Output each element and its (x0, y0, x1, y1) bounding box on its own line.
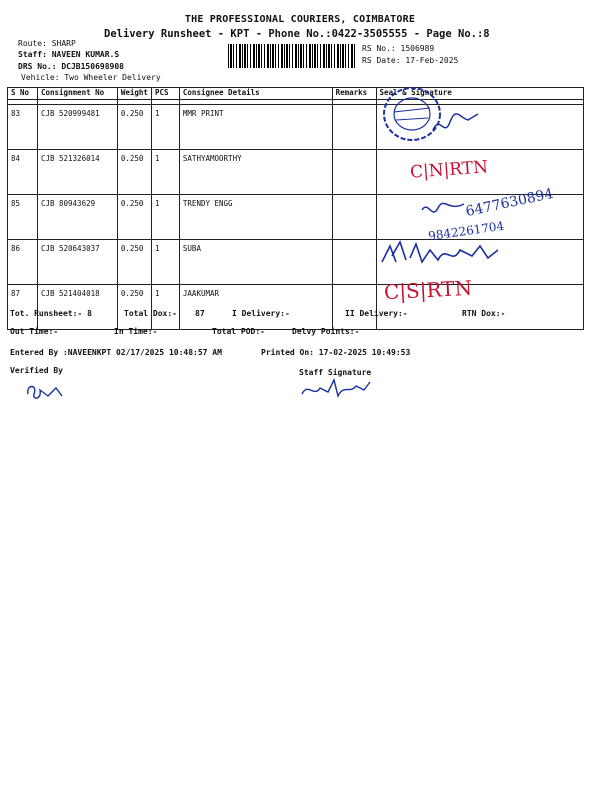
cell-consignment: CJB 520643037 (37, 240, 117, 285)
table-row (8, 285, 584, 330)
company-stamp-icon (378, 78, 488, 146)
total-dox-label: Total Dox:- (124, 309, 177, 318)
barcode-image (228, 44, 356, 68)
cell-sno: 83 (8, 105, 38, 150)
cell-weight: 0.250 (117, 105, 151, 150)
printed-on: Printed On: 17-02-2025 10:49:53 (261, 348, 411, 357)
staff-label: Staff: NAVEEN KUMAR.S (18, 50, 120, 59)
col-header-consignment: Consignment No (37, 88, 117, 100)
handwritten-signature-row85-icon (418, 196, 468, 222)
total-runsheet: Tot. Runsheet:- 8 (10, 309, 92, 318)
total-pod-label: Total POD:- (212, 327, 265, 336)
cell-pcs: 1 (151, 195, 179, 240)
rtn-dox-label: RTN Dox:- (462, 309, 506, 318)
rs-date: RS Date: 17-Feb-2025 (362, 56, 459, 65)
verified-by-label: Verified By (10, 366, 63, 375)
ii-delivery-label: II Delivery:- (345, 309, 408, 318)
rs-number: RS No.: 1506989 (362, 44, 435, 53)
cell-consignee: SATHYAMOORTHY (179, 150, 332, 195)
cell-pcs: 1 (151, 285, 179, 330)
cell-weight: 0.250 (117, 285, 151, 330)
table-row (8, 105, 584, 150)
cell-pcs: 1 (151, 150, 179, 195)
cell-pcs: 1 (151, 240, 179, 285)
cell-consignment: CJB 80943629 (37, 195, 117, 240)
table-row (8, 150, 584, 195)
col-header-weight: Weight (117, 88, 151, 100)
cell-remarks (332, 195, 376, 240)
table-header-row (8, 88, 584, 100)
i-delivery-label: I Delivery:- (232, 309, 290, 318)
drs-number: DRS No.: DCJB150698908 (18, 62, 124, 71)
vehicle-label: Vehicle: Two Wheeler Delivery (21, 73, 161, 82)
handwritten-phone-row85: 6477630894 (464, 185, 555, 221)
staff-signature-label: Staff Signature (299, 368, 372, 377)
verifier-signature-icon (22, 378, 66, 404)
cell-weight: 0.250 (117, 150, 151, 195)
cell-remarks (332, 240, 376, 285)
cell-consignee: MMR PRINT (179, 105, 332, 150)
staff-signature-icon (298, 374, 374, 402)
col-header-pcs: PCS (151, 88, 179, 100)
route-label: Route: SHARP (18, 39, 76, 48)
col-header-consignee: Consignee Details (179, 88, 332, 100)
cell-consignee: TRENDY ENGG (179, 195, 332, 240)
out-time-label: Out Time:- (10, 327, 59, 336)
col-header-remarks: Remarks (332, 88, 376, 100)
delivery-points-label: Delvy Points:- (292, 327, 360, 336)
cell-sno: 85 (8, 195, 38, 240)
col-header-signature: Seal & Signature (376, 88, 583, 100)
cell-sno: 86 (8, 240, 38, 285)
cell-remarks (332, 285, 376, 330)
col-header-sno: S No (8, 88, 38, 100)
total-dox-value: 87 (195, 309, 205, 318)
cell-consignment: CJB 521326014 (37, 150, 117, 195)
cell-remarks (332, 150, 376, 195)
handwritten-signature-row86-icon (380, 236, 520, 270)
handwritten-phone-row86: 9842261704 (427, 218, 505, 244)
cell-sno: 84 (8, 150, 38, 195)
cell-sno: 87 (8, 285, 38, 330)
company-title: THE PROFESSIONAL COURIERS, COIMBATORE (184, 14, 416, 25)
entered-by: Entered By :NAVEENKPT 02/17/2025 10:48:57 AM (10, 348, 222, 357)
cell-weight: 0.250 (117, 195, 151, 240)
cell-consignee: JAAKUMAR (179, 285, 332, 330)
handwritten-remark-row84: C|N|RTN (409, 157, 489, 183)
cell-weight: 0.250 (117, 240, 151, 285)
handwritten-remark-row87: C|S|RTN (383, 275, 473, 305)
cell-consignee: SUBA (179, 240, 332, 285)
cell-consignment: CJB 521404018 (37, 285, 117, 330)
cell-consignment: CJB 520999481 (37, 105, 117, 150)
cell-remarks (332, 105, 376, 150)
cell-pcs: 1 (151, 105, 179, 150)
runsheet-subtitle: Delivery Runsheet - KPT - Phone No.:0422-3505555 - Page No.:8 (104, 28, 490, 40)
in-time-label: In Time:- (114, 327, 158, 336)
